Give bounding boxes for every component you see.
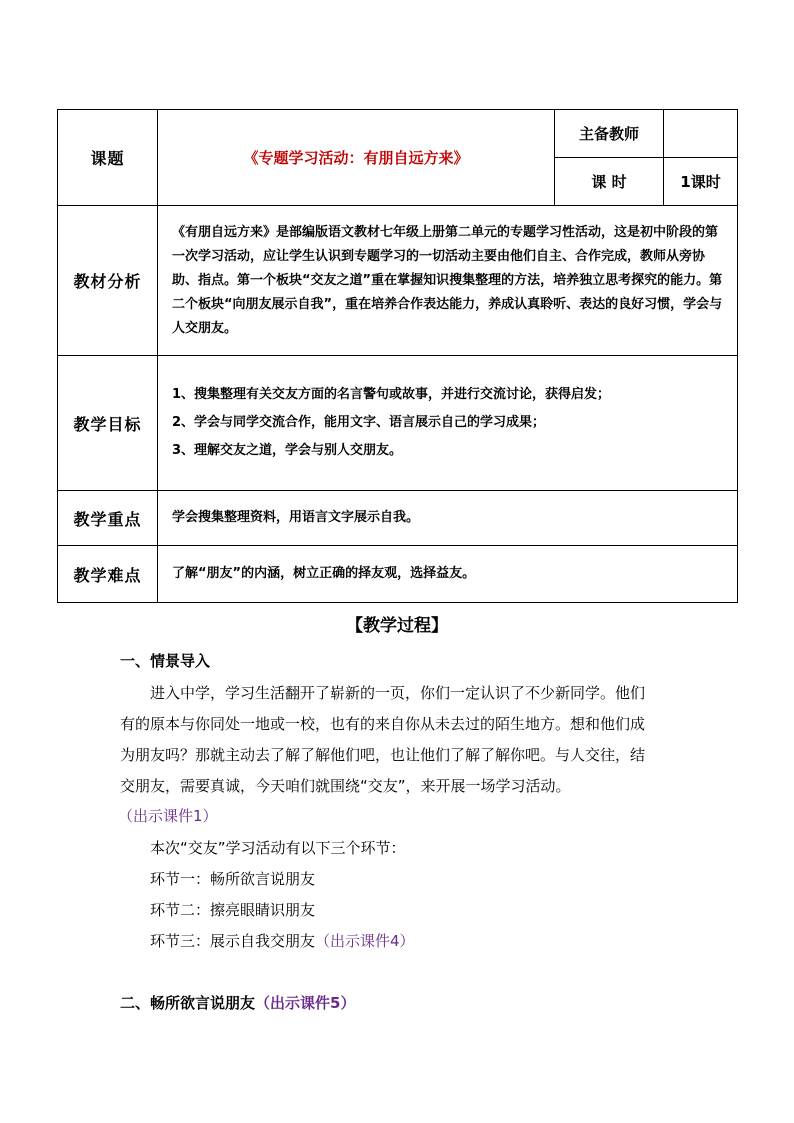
paragraph-line: 有的原本与你同处一地或一校，也有的来自你从未去过的陌生地方。想和他们成 (120, 715, 646, 733)
courseware-note-1: （出示课件1） (118, 807, 218, 825)
step-one: 环节一：畅所欲言说朋友 (150, 870, 316, 888)
section-two-line (120, 993, 355, 1013)
goals-label: 教学目标 (58, 356, 158, 491)
goal-item: 3、理解交友之道，学会与别人交朋友。 (172, 443, 403, 458)
paragraph-line: 进入中学，学习生活翻开了崭新的一页，你们一定认识了不少新同学。他们 (150, 684, 646, 702)
step-three: 环节三：展示自我交朋友 (150, 932, 316, 950)
activity-intro: 本次“交友”学习活动有以下三个环节： (150, 839, 406, 857)
lead-teacher-label: 主备教师 (555, 110, 664, 158)
step-three-line (150, 931, 415, 951)
difficulty-text: 了解“朋友”的内涵，树立正确的择友观，选择益友。 (158, 546, 738, 603)
paragraph-line: 交朋友，需要真诚，今天咱们就围绕“交友”，来开展一场学习活动。 (120, 777, 571, 795)
goals-list (158, 356, 738, 491)
topic-label: 课题 (58, 110, 158, 206)
difficulty-label: 教学难点 (58, 546, 158, 603)
period-label: 课 时 (555, 158, 664, 206)
lesson-plan-table (57, 109, 738, 603)
courseware-note-5: （出示课件5） (255, 994, 356, 1012)
goal-item: 1、搜集整理有关交友方面的名言警句或故事，并进行交流讨论，获得启发； (172, 387, 611, 402)
key-point-text: 学会搜集整理资料，用语言文字展示自我。 (158, 491, 738, 546)
step-two: 环节二：擦亮眼睛识朋友 (150, 901, 316, 919)
courseware-note-4: （出示课件4） (315, 932, 415, 950)
paragraph-line: 为朋友吗？那就主动去了解了解他们吧，也让他们了解了解你吧。与人交往，结 (120, 746, 646, 764)
analysis-label: 教材分析 (58, 206, 158, 356)
section-two-heading: 二、畅所欲言说朋友 (120, 994, 256, 1012)
section-one-heading: 一、情景导入 (120, 652, 211, 670)
period-value: 1课时 (664, 158, 738, 206)
lead-teacher-value (664, 110, 738, 158)
topic-title: 《专题学习活动：有朋自远方来》 (158, 110, 555, 206)
key-point-label: 教学重点 (58, 491, 158, 546)
goal-item: 2、学会与同学交流合作，能用文字、语言展示自己的学习成果； (172, 415, 546, 430)
process-heading: 【教学过程】 (346, 616, 448, 636)
analysis-text: 《有朋自远方来》是部编版语文教材七年级上册第二单元的专题学习性活动，这是初中阶段的第一次学习活动，应让学生认识到专题学习的一切活动主要由他们自主、合作完成，教师从旁协助、指点。第一个板块“交友之道”重在掌握知识搜集整理的方法，培养独立思考探究的能力。第二个板块“向朋友展示自我”，重在培养合作表达能力，养成认真聆听、表达的良好习惯，学会与人交朋友。 (158, 206, 738, 356)
